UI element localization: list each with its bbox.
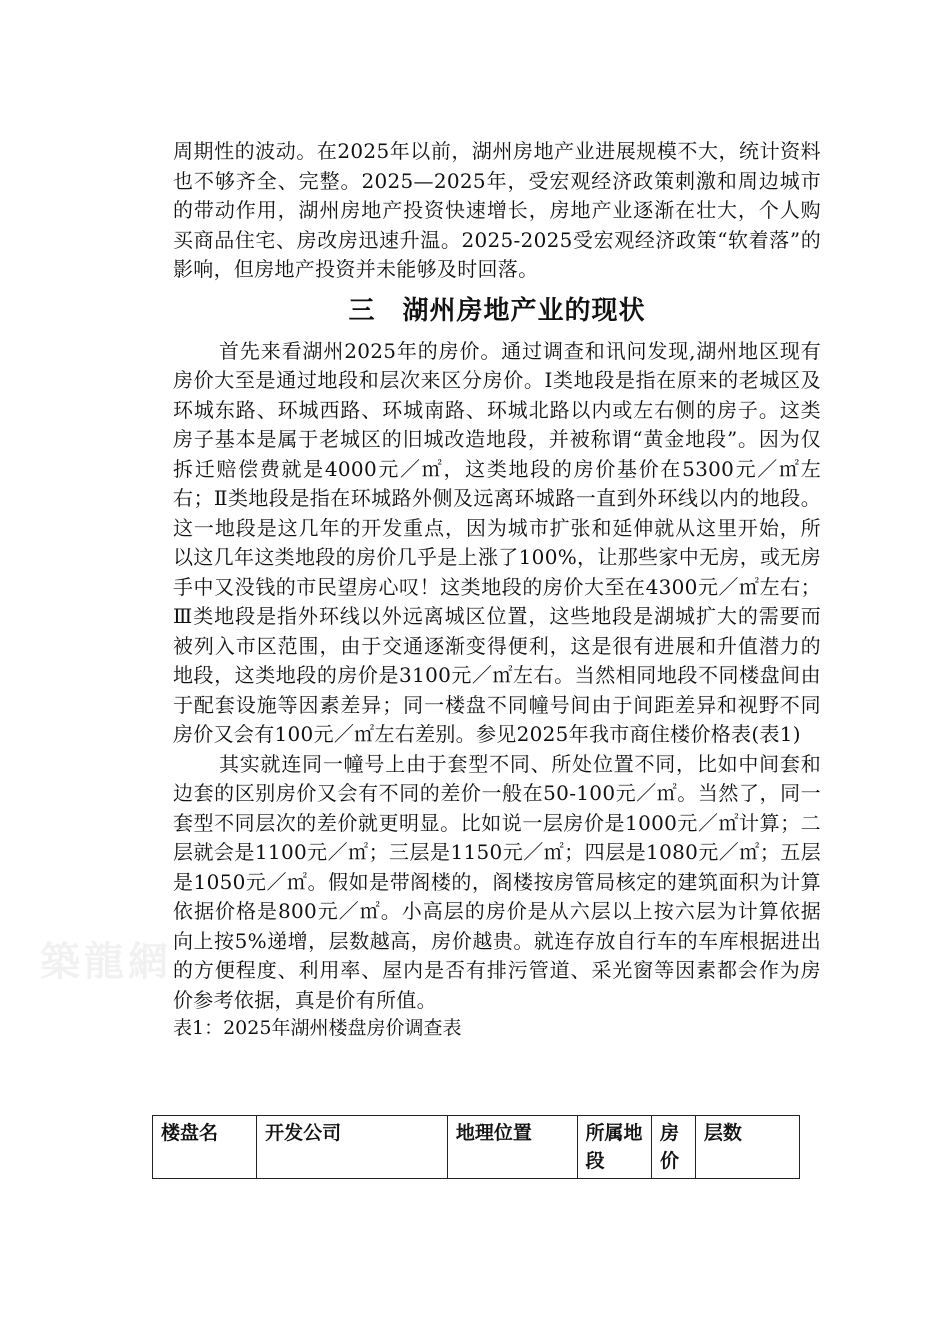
header-developer: 开发公司 (257, 1116, 448, 1179)
header-district: 所属地段 (577, 1116, 651, 1179)
header-floors: 层数 (695, 1116, 799, 1179)
header-price: 房价 (651, 1116, 695, 1179)
paragraph-intro: 周期性的波动。在2025年以前，湖州房地产业进展规模不大，统计资料也不够齐全、完整。2025—2025年，受宏观经济政策刺激和周边城市的带动作用，湖州房地产投资快速增长，房地产业逐渐在壮大，个人购买商品住宅、房改房迅速升温。2025-2025受宏观经济政策“软着落”的影响，但房地产投资并未能够及时回落。 (173, 139, 821, 281)
table-header-row (153, 1116, 800, 1179)
paragraph-prices: 首先来看湖州2025年的房价。通过调查和讯问发现,湖州地区现有房价大至是通过地段和层次来区分房价。Ⅰ类地段是指在原来的老城区及环城东路、环城西路、环城南路、环城北路以内或左右侧的房子。这类房子基本是属于老城区的旧城改造地段，并被称谓“黄金地段”。因为仅拆迁赔偿费就是4000元／㎡，这类地段的房价基价在5300元／㎡左右；Ⅱ类地段是指在环城路外侧及远离环城路一直到外环线以内的地段。这一地段是这几年的开发重点，因为城市扩张和延伸就从这里开始，所以这几年这类地段的房价几乎是上涨了100%，让那些家中无房，或无房手中又没钱的市民望房心叹！这类地段的房价大至在4300元／㎡左右；Ⅲ类地段是指外环线以外远离城区位置，这些地段是湖城扩大的需要而被列入市区范围，由于交通逐渐变得便利，这是很有进展和升值潜力的地段，这类地段的房价是3100元／㎡左右。当然相同地段不同楼盘间由于配套设施等因素差异；同一楼盘不同幢号间由于间距差异和视野不同房价又会有100元／㎡左右差别。参见2025年我市商住楼价格表(表1) (173, 338, 821, 746)
table-caption: 表1：2025年湖州楼盘房价调查表 (173, 1017, 462, 1039)
section-heading: 三 湖州房地产业的现状 (348, 295, 646, 326)
header-location: 地理位置 (447, 1116, 577, 1179)
price-survey-table (152, 1115, 800, 1179)
document-body (173, 137, 821, 1041)
price-table (152, 1115, 800, 1179)
watermark: 築龍網 (40, 938, 172, 985)
header-project-name: 楼盘名 (153, 1116, 257, 1179)
paragraph-floor-differences: 其实就连同一幢号上由于套型不同、所处位置不同，比如中间套和边套的区别房价又会有不同的差价一般在50-100元／㎡。当然了，同一套型不同层次的差价就更明显。比如说一层房价是1000元／㎡计算；二层就会是1100元／㎡；三层是1150元／㎡；四层是1080元／㎡；五层是1050元／㎡。假如是带阁楼的，阁楼按房管局核定的建筑面积为计算依据价格是800元／㎡。小高层的房价是从六层以上按六层为计算依据向上按5%递增，层数越高，房价越贵。就连存放自行车的车库根据进出的方便程度、利用率、屋内是否有排污管道、采光窗等因素都会作为房价参考依据，真是价有所值。 (173, 751, 821, 1012)
